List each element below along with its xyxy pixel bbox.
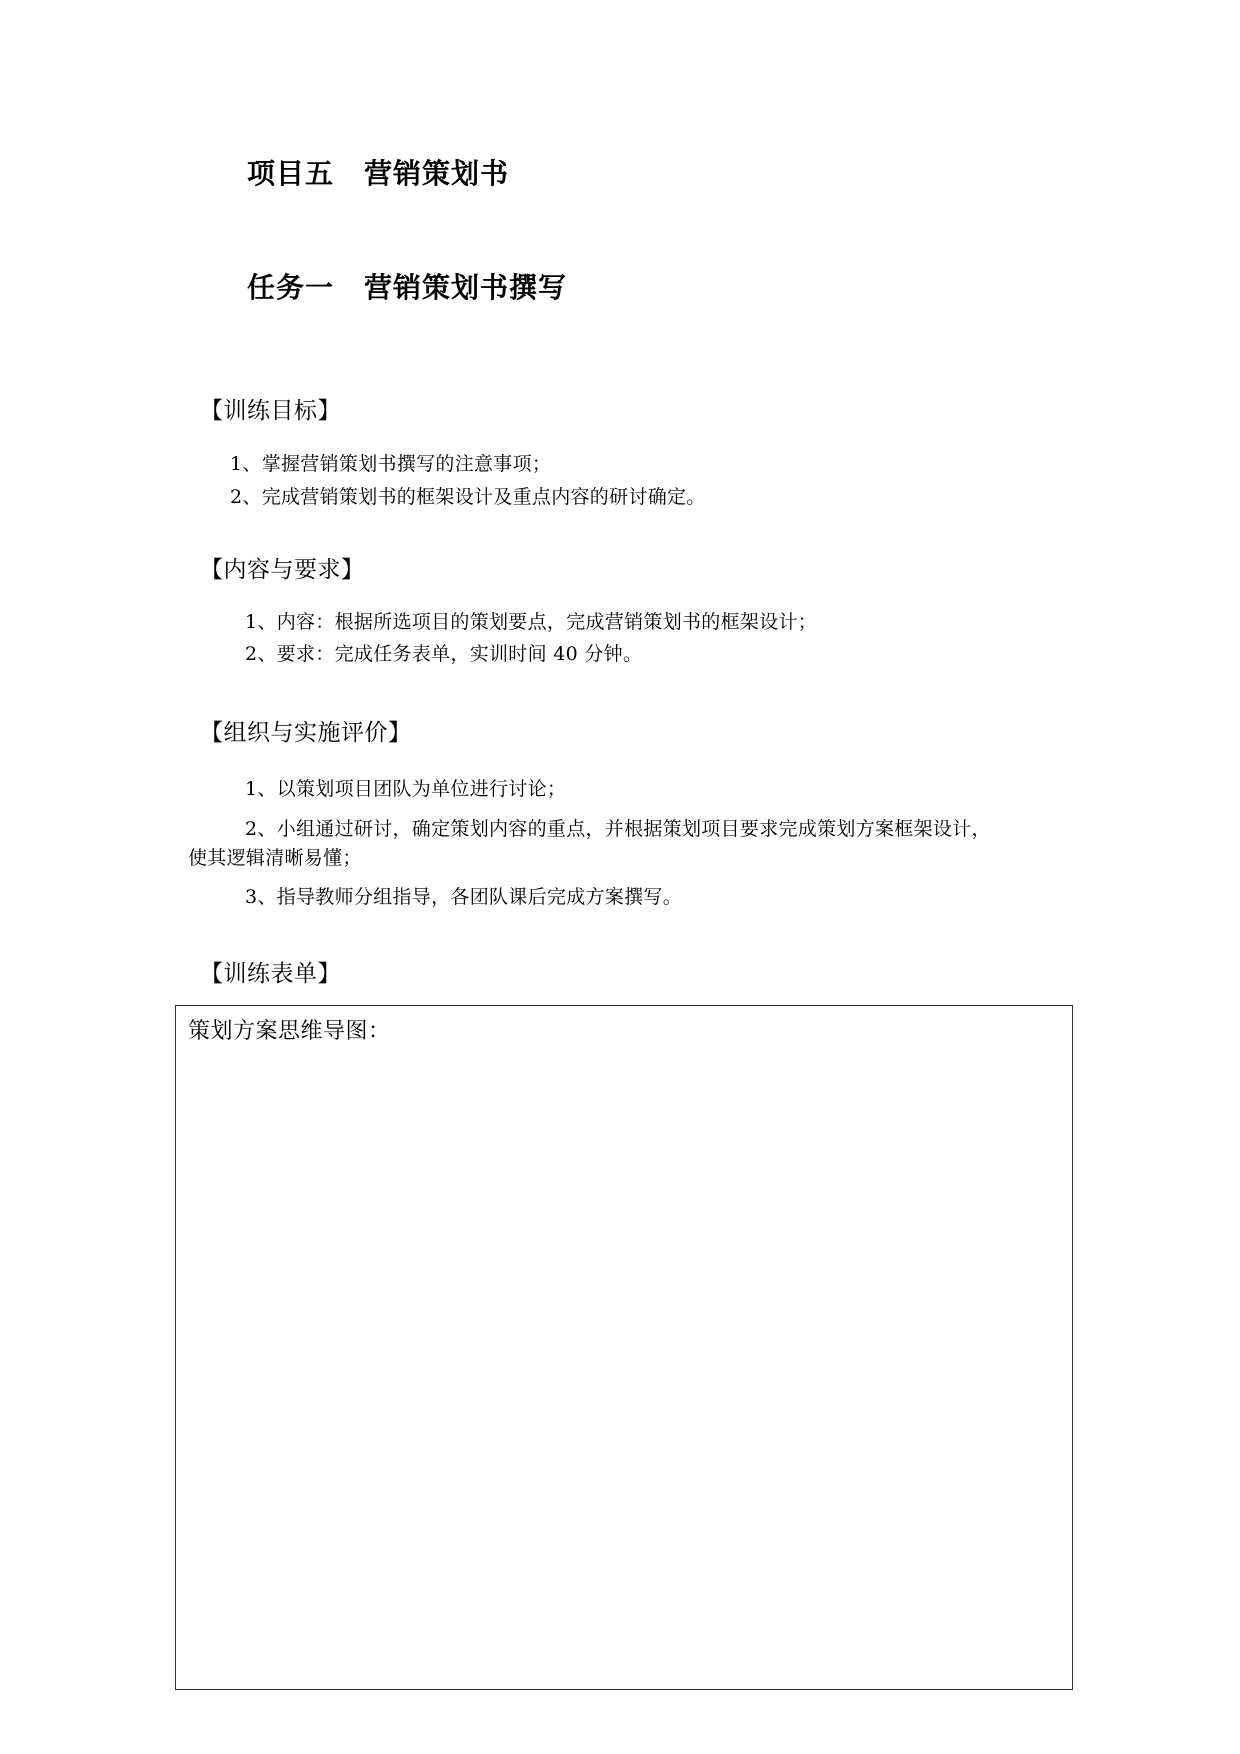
- training-form-heading: 【训练表单】: [200, 961, 341, 987]
- organization-heading: 【组织与实施评价】: [200, 720, 412, 746]
- task-title: [247, 266, 567, 306]
- objectives-heading: 【训练目标】: [200, 398, 341, 424]
- mind-map-box[interactable]: [175, 1005, 1073, 1690]
- content-requirements-heading: 【内容与要求】: [200, 557, 365, 583]
- organization-item-2-continued: 使其逻辑清晰易懂；: [188, 847, 362, 869]
- project-title: [247, 152, 509, 192]
- organization-item-3: 3、指导教师分组指导，各团队课后完成方案撰写。: [245, 886, 682, 908]
- mind-map-label: 策划方案思维导图：: [188, 1019, 391, 1044]
- content-requirements-item-1: 1、内容：根据所选项目的策划要点，完成营销策划书的框架设计；: [245, 611, 818, 633]
- project-title-label: 项目五: [247, 157, 335, 190]
- objectives-item-1: 1、掌握营销策划书撰写的注意事项；: [230, 453, 552, 475]
- project-title-name: 营销策划书: [364, 157, 510, 190]
- content-requirements-item-2: 2、要求：完成任务表单，实训时间 40 分钟。: [245, 643, 643, 665]
- task-title-label: 任务一: [247, 271, 335, 304]
- objectives-item-2: 2、完成营销策划书的框架设计及重点内容的研讨确定。: [230, 486, 706, 508]
- task-title-name: 营销策划书撰写: [364, 271, 568, 304]
- organization-item-2: 2、小组通过研讨，确定策划内容的重点，并根据策划项目要求完成策划方案框架设计，: [245, 818, 991, 840]
- organization-item-1: 1、以策划项目团队为单位进行讨论；: [245, 778, 567, 800]
